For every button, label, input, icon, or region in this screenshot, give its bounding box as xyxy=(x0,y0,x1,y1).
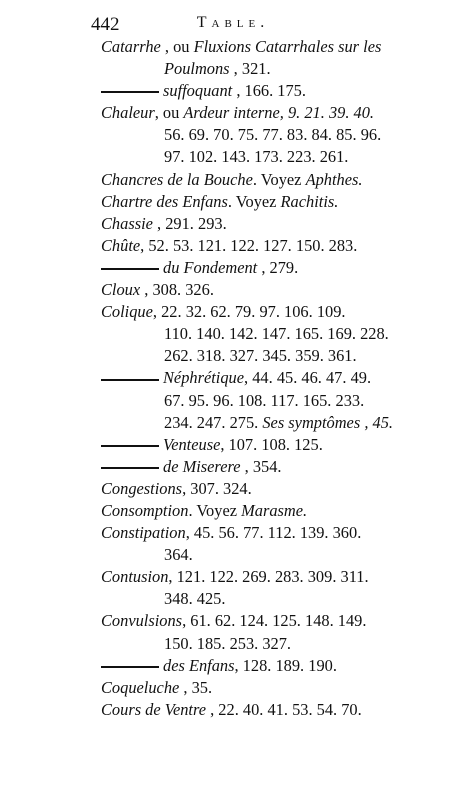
index-text: , 22. 32. 62. 79. 97. 106. 109. xyxy=(152,302,346,322)
index-line xyxy=(0,301,466,323)
index-term: Contusion xyxy=(101,567,169,587)
index-line xyxy=(0,566,466,588)
index-term: des Enfans xyxy=(163,655,235,675)
index-entries xyxy=(0,36,466,721)
index-text: , 61. 62. 124. 125. 148. 149. xyxy=(182,611,367,631)
index-line xyxy=(0,699,466,721)
index-term: Chartre des Enfans xyxy=(101,191,228,211)
index-text: 234. 247. 275. xyxy=(164,412,263,432)
index-text: , 121. 122. 269. 283. 309. 311. xyxy=(168,567,369,587)
index-line xyxy=(0,213,466,235)
ditto-dash xyxy=(101,666,159,668)
index-term: Chancres de la Bouche xyxy=(101,169,253,189)
index-line xyxy=(0,500,466,522)
index-term: Convulsions xyxy=(101,611,183,631)
page-header xyxy=(0,14,466,38)
index-text: 150. 185. 253. 327. xyxy=(164,633,292,653)
index-text: , 44. 45. 46. 47. 49. xyxy=(244,368,372,388)
index-line xyxy=(0,677,466,699)
index-term: Néphrétique xyxy=(163,368,245,388)
index-text: 262. 318. 327. 345. 359. 361. xyxy=(164,346,357,366)
index-line xyxy=(0,633,466,655)
index-term: Catarrhe xyxy=(101,37,161,56)
page-number: 442 xyxy=(91,14,120,35)
ditto-dash xyxy=(101,268,159,270)
index-text: , 128. 189. 190. xyxy=(234,655,337,675)
index-term: Consomption xyxy=(101,500,189,520)
index-term: Chassie xyxy=(101,213,153,233)
index-line xyxy=(0,367,466,389)
index-line xyxy=(0,478,466,500)
index-italic-text: Marasme. xyxy=(241,500,308,520)
index-line xyxy=(0,544,466,566)
index-term: Venteuse xyxy=(163,434,221,454)
index-text: , 166. 175. xyxy=(232,81,306,101)
running-title: Table. xyxy=(196,14,270,31)
index-text: , 45. 56. 77. 112. 139. 360. xyxy=(185,523,362,543)
index-text: . Voyez xyxy=(252,169,306,189)
index-line xyxy=(0,279,466,301)
index-line xyxy=(0,235,466,257)
index-term: Cours de Ventre xyxy=(101,699,207,719)
index-italic-text: Aphthes. xyxy=(305,169,363,189)
index-line xyxy=(0,345,466,367)
index-line xyxy=(0,102,466,124)
index-term: Constipation xyxy=(101,523,186,543)
index-text: 348. 425. xyxy=(164,589,226,609)
index-text: . Voyez xyxy=(227,191,281,211)
index-line xyxy=(0,146,466,168)
index-term: suffoquant xyxy=(163,81,233,101)
index-term: Chûte xyxy=(101,235,141,255)
index-line xyxy=(0,257,466,279)
index-line xyxy=(0,588,466,610)
index-italic-text: Ardeur interne, 9. 21. 39. 40. xyxy=(183,103,375,123)
index-text: . Voyez xyxy=(188,500,242,520)
index-term: du Fondement xyxy=(163,257,258,277)
index-text: 56. 69. 70. 75. 77. 83. 84. 85. 96. xyxy=(164,125,382,145)
index-term: Coqueluche xyxy=(101,677,180,697)
index-italic-text: Ses symptômes , 45. xyxy=(262,412,393,432)
ditto-dash xyxy=(101,379,159,381)
index-text: , 22. 40. 41. 53. 54. 70. xyxy=(206,699,362,719)
index-text: 364. xyxy=(164,545,193,565)
index-line xyxy=(0,522,466,544)
index-term: Colique xyxy=(101,302,153,322)
index-text: , 279. xyxy=(257,257,299,277)
index-text: , 354. xyxy=(240,456,282,476)
index-line xyxy=(0,610,466,632)
index-line xyxy=(0,80,466,102)
index-line xyxy=(0,412,466,434)
index-line xyxy=(0,390,466,412)
index-term: Chaleur xyxy=(101,103,155,123)
index-line xyxy=(0,323,466,345)
ditto-dash xyxy=(101,91,159,93)
index-text: 67. 95. 96. 108. 117. 165. 233. xyxy=(164,390,365,410)
ditto-dash xyxy=(101,467,159,469)
index-term: Cloux xyxy=(101,280,141,300)
index-line xyxy=(0,434,466,456)
index-term: de Miserere xyxy=(163,456,241,476)
index-term: Poulmons xyxy=(164,59,230,79)
index-text: , ou xyxy=(160,37,194,56)
index-line xyxy=(0,169,466,191)
index-italic-text: Fluxions Catarrhales sur les xyxy=(193,37,382,56)
index-line xyxy=(0,191,466,213)
index-text: , 35. xyxy=(179,677,213,697)
index-text: , 52. 53. 121. 122. 127. 150. 283. xyxy=(140,235,358,255)
index-line xyxy=(0,36,466,58)
index-term: Congestions xyxy=(101,478,183,498)
index-text: , 321. xyxy=(229,59,271,79)
index-line xyxy=(0,58,466,80)
index-text: 97. 102. 143. 173. 223. 261. xyxy=(164,147,349,167)
index-text: , 308. 326. xyxy=(140,280,214,300)
index-italic-text: Rachitis. xyxy=(280,191,339,211)
index-text: , ou xyxy=(154,103,184,123)
index-text: 110. 140. 142. 147. 165. 169. 228. xyxy=(164,324,389,344)
ditto-dash xyxy=(101,445,159,447)
index-line xyxy=(0,124,466,146)
index-text: , 107. 108. 125. xyxy=(220,434,323,454)
index-text: , 307. 324. xyxy=(182,478,252,498)
index-line xyxy=(0,655,466,677)
index-text: , 291. 293. xyxy=(152,213,227,233)
index-line xyxy=(0,456,466,478)
